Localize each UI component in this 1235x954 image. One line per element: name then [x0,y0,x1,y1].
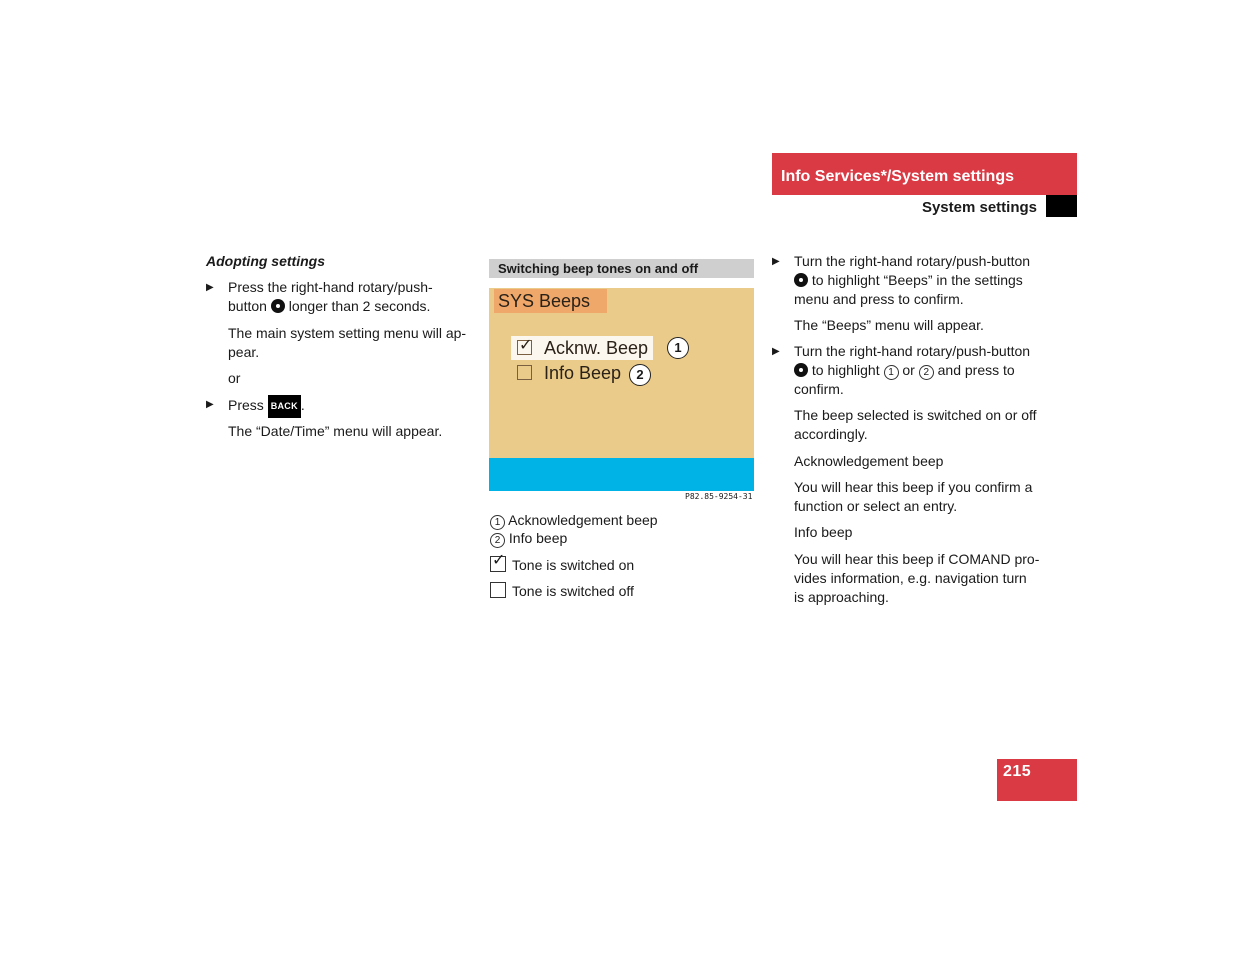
callout-1: 1 [667,337,689,359]
rotary-button-icon [271,299,285,313]
inline-num-1: 1 [884,365,899,380]
bullet-arrow-icon: ▶ [772,346,780,357]
right-step-1 [772,252,1052,309]
info-beep-description [794,550,1054,607]
figure-caption: Switching beep tones on and off [489,259,754,278]
right-result-2 [794,406,1054,444]
right-step2-line-c: confirm. [794,381,844,397]
legend-1 [490,511,658,530]
screen-item1-label: Acknw. Beep [544,338,649,358]
screen-item2-label: Info Beep [544,363,622,383]
right-step2-or: or [902,362,915,378]
rotary-button-icon [794,363,808,377]
right-step2-line-a: Turn the right-hand rotary/push-button [794,343,1031,359]
subsection-title: System settings [921,199,1037,216]
bullet-arrow-icon: ▶ [206,399,214,410]
right-step2-post: and press to [937,362,1015,378]
legend-2-label: Info beep [508,530,568,546]
display-screen-image [489,288,754,491]
info-line-a: You will hear this beep if COMAND pro- [794,551,1040,567]
checkbox-unchecked-icon [490,582,506,598]
section-title: Info Services*/System settings [781,168,1014,185]
info-beep-title: Info beep [794,524,853,540]
bullet-arrow-icon: ▶ [206,282,214,293]
ack-beep-description [794,478,1054,516]
left-step1-post: longer than 2 seconds. [288,298,431,314]
screen-item-acknw-beep [511,336,653,360]
left-step1-line-b [228,297,433,316]
legend-2 [490,529,567,548]
rotary-button-icon [794,273,808,287]
right-step1-line-a: Turn the right-hand rotary/push-button [794,253,1031,269]
legend-1-label: Acknowledgement beep [508,512,658,528]
screen-title: SYS Beeps [494,289,607,313]
section-tab-marker [1046,195,1077,217]
bullet-arrow-icon: ▶ [772,256,780,267]
info-line-b: vides information, e.g. navigation turn [794,570,1027,586]
or-text: or [228,370,241,386]
right-step1-line-c: menu and press to confirm. [794,291,964,307]
legend-on [490,556,634,575]
figure-code: P82.85-9254-31 [685,492,753,501]
legend-off-label: Tone is switched off [512,583,634,599]
right-step1-text-b: to highlight “Beeps” in the settings [811,272,1023,288]
left-result1-line-a: The main system setting menu will ap- [228,325,467,341]
right-step2-line-b [794,361,1030,380]
right-result2-line-b: accordingly. [794,426,868,442]
checkbox-unchecked-icon [517,365,532,380]
checkbox-checked-icon [490,556,506,572]
left-result-1 [228,324,478,362]
legend-on-label: Tone is switched on [512,557,635,573]
left-step1-line-a: Press the right-hand rotary/push- [228,279,433,295]
left-step2-pre: Press [228,397,264,413]
left-step2-post: . [300,397,305,413]
left-step-1 [206,278,476,316]
ack-line-a: You will hear this beep if you confirm a [794,479,1033,495]
legend-num-2: 2 [490,533,505,548]
inline-num-2: 2 [919,365,934,380]
right-step-2 [772,342,1052,399]
right-step1-line-b [794,271,1030,290]
ack-line-b: function or select an entry. [794,498,958,514]
screen-item-info-beep [517,361,621,385]
legend-num-1: 1 [490,515,505,530]
back-key-icon: BACK [268,395,301,418]
ack-beep-title: Acknowledgement beep [794,453,944,469]
info-line-c: is approaching. [794,589,889,605]
left-result-2: The “Date/Time” menu will appear. [228,423,443,439]
page-number: 215 [997,759,1077,801]
adopting-settings-heading: Adopting settings [206,253,325,269]
left-result1-line-b: pear. [228,344,260,360]
checkbox-checked-icon [517,340,532,355]
right-step2-pre: to highlight [811,362,880,378]
left-step-2 [206,395,476,418]
left-step1-pre: button [228,298,267,314]
screen-status-bar [489,458,754,491]
right-result-1: The “Beeps” menu will appear. [794,317,984,333]
right-result2-line-a: The beep selected is switched on or off [794,407,1037,423]
callout-2: 2 [629,364,651,386]
legend-off [490,582,634,601]
